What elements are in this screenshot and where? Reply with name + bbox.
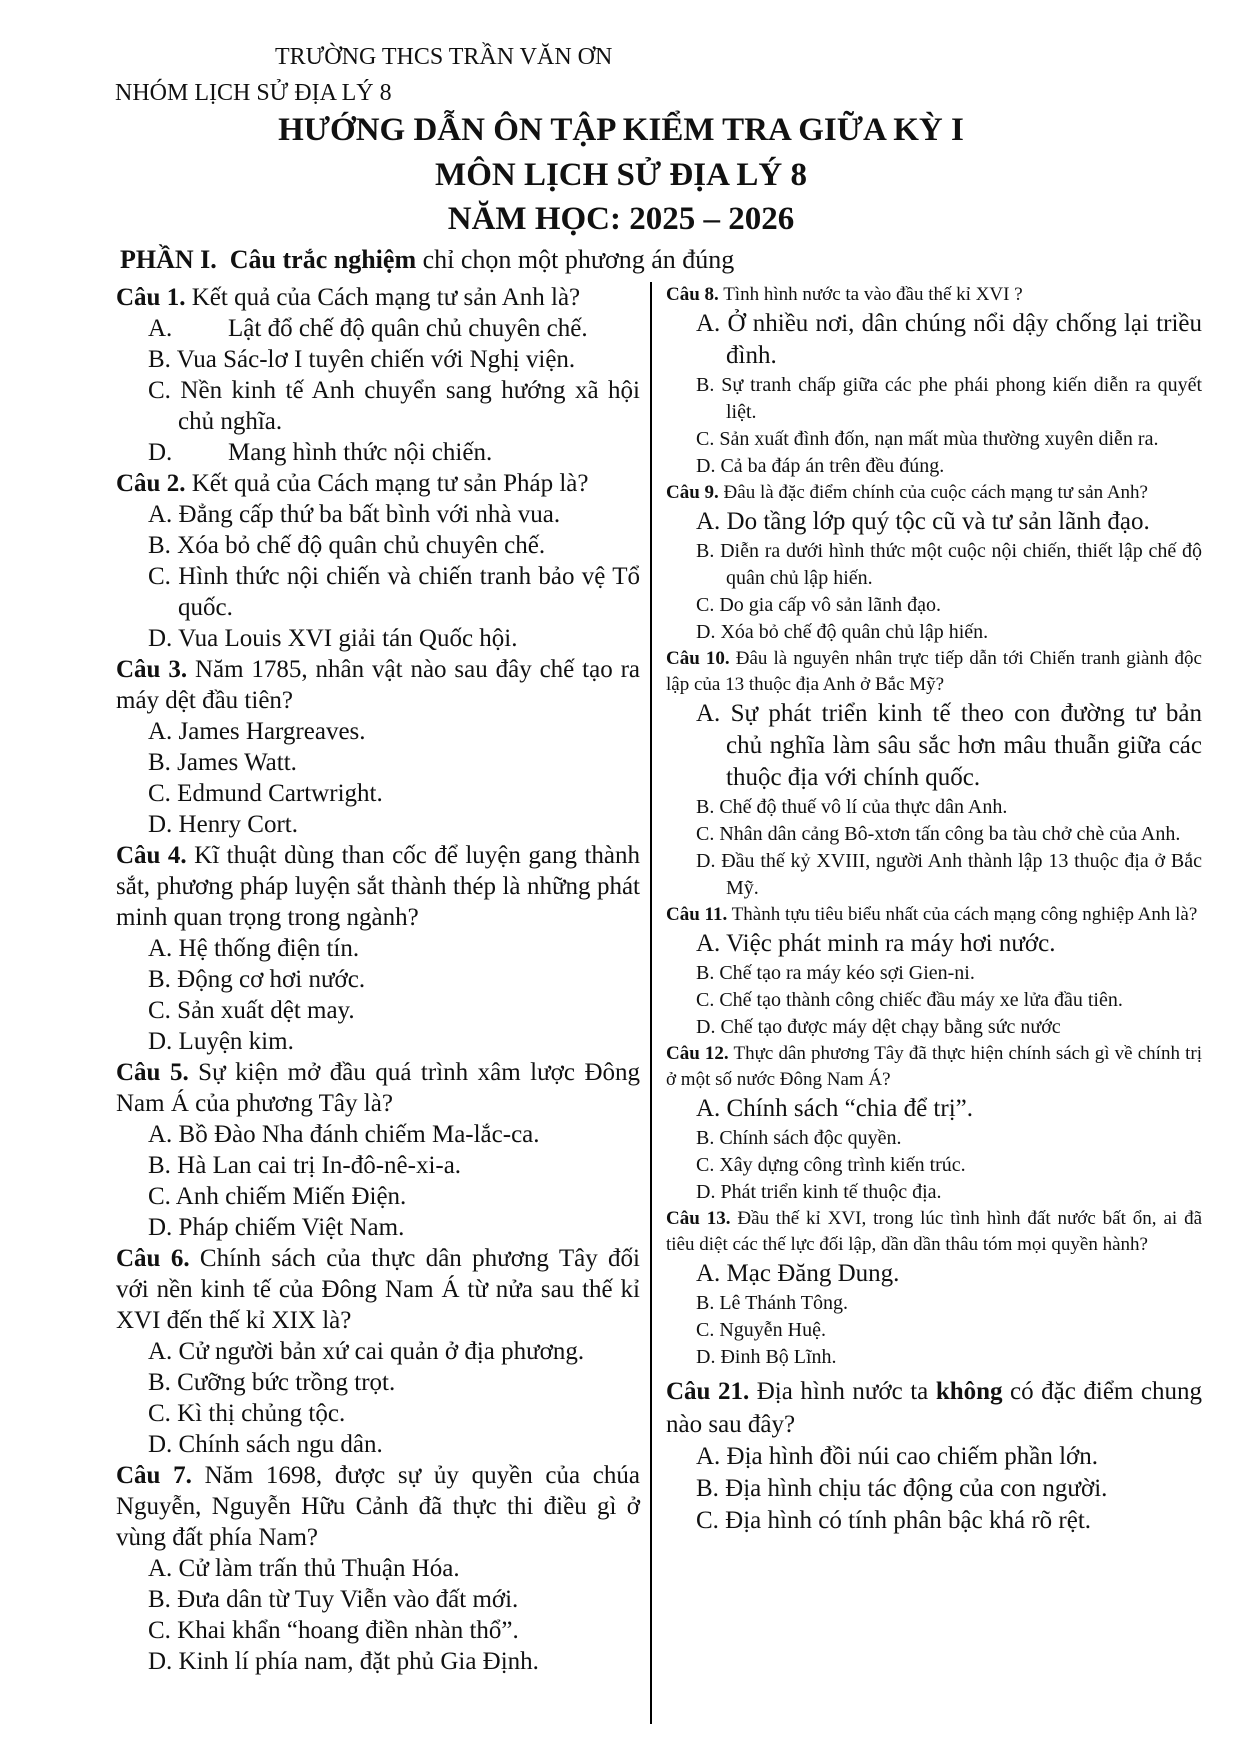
option-b: B. Hà Lan cai trị In-đô-nê-xi-a. [148, 1152, 462, 1179]
question-12 [666, 1041, 1202, 1206]
question-2 [116, 468, 640, 654]
subject-title: MÔN LỊCH SỬ ĐỊA LÝ 8 [435, 157, 807, 193]
question-21 [666, 1375, 1202, 1537]
option-b: B. Cưỡng bức trồng trọt. [148, 1369, 396, 1396]
question-9 [666, 480, 1202, 646]
option-b: B. Đưa dân từ Tuy Viễn vào đất mới. [148, 1586, 519, 1613]
question-3 [116, 654, 640, 840]
question-emphasis: không [935, 1378, 1003, 1405]
option-a: A. Địa hình đồi núi cao chiếm phần lớn. [696, 1443, 1099, 1470]
question-text [116, 654, 640, 716]
question-11 [666, 902, 1202, 1041]
question-number: Câu 3. [116, 656, 188, 683]
question-stem: Kết quả của Cách mạng tư sản Anh là? [185, 284, 581, 311]
question-8 [666, 282, 1202, 480]
option-a: A. James Hargreaves. [148, 718, 366, 745]
option-c: C. Nền kinh tế Anh chuyển sang hướng xã hội chủ nghĩa. [148, 377, 640, 435]
part-instruction: chỉ chọn một phương án đúng [416, 245, 735, 274]
option-a: A. Cử làm trấn thủ Thuận Hóa. [148, 1555, 460, 1582]
option-b: B. Chế độ thuế vô lí của thực dân Anh. [696, 796, 1008, 818]
question-text [666, 1375, 1202, 1441]
part-kind: Câu trắc nghiệm [229, 245, 417, 274]
question-number: Câu 11. [666, 904, 728, 925]
option-d: D. Cả ba đáp án trên đều đúng. [696, 455, 945, 477]
option-b: B. Địa hình chịu tác động của con người. [696, 1475, 1108, 1502]
question-7 [116, 1460, 640, 1677]
question-number: Câu 12. [666, 1043, 729, 1064]
question-number: Câu 1. [116, 284, 186, 311]
question-stem: Năm 1698, được sự ủy quyền của chúa Nguyễn, Nguyễn Hữu Cảnh đã thực thi điều gì ở vùng đất phía Nam? [116, 1462, 640, 1551]
question-stem: Sự kiện mở đầu quá trình xâm lược Đông Nam Á của phương Tây là? [116, 1059, 640, 1117]
option-b: B. Động cơ hơi nước. [148, 966, 366, 993]
option-d: D. Đầu thế kỷ XVIII, người Anh thành lập 13 thuộc địa ở Bắc Mỹ. [696, 850, 1202, 899]
option-d: D. Chế tạo được máy dệt chạy bằng sức nước [696, 1016, 1061, 1038]
option-text: Lật đổ chế độ quân chủ chuyên chế. [228, 315, 588, 342]
question-5 [116, 1057, 640, 1243]
option-c: C. Sản xuất đình đốn, nạn mất mùa thường xuyên diễn ra. [696, 428, 1159, 450]
option-a: A. Sự phát triển kinh tế theo con đường tư bản chủ nghĩa làm sâu sắc hơn mâu thuẫn giữa các thuộc địa với chính quốc. [696, 700, 1202, 791]
left-column [116, 282, 640, 1677]
question-text [666, 282, 1202, 308]
option-b: B. Xóa bỏ chế độ quân chủ chuyên chế. [148, 532, 546, 559]
question-stem: Đâu là đặc điểm chính của cuộc cách mạng tư sản Anh? [718, 482, 1148, 503]
question-text [666, 1041, 1202, 1093]
question-stem: Chính sách của thực dân phương Tây đối với nền kinh tế của Đông Nam Á từ nửa sau thế kỉ XVI đến thế kỉ XIX là? [116, 1245, 640, 1334]
question-4 [116, 840, 640, 1057]
question-number: Câu 13. [666, 1208, 731, 1229]
question-number: Câu 4. [116, 842, 187, 869]
option-c: C. Xây dựng công trình kiến trúc. [696, 1154, 966, 1176]
option-b: B. Sự tranh chấp giữa các phe phái phong kiến diễn ra quyết liệt. [696, 374, 1202, 423]
subject-group: NHÓM LỊCH SỬ ĐỊA LÝ 8 [115, 80, 392, 106]
option-a: A. Việc phát minh ra máy hơi nước. [696, 930, 1056, 957]
option-a: A. Mạc Đăng Dung. [696, 1260, 900, 1287]
option-b: B. Chính sách độc quyền. [696, 1127, 902, 1149]
question-text [666, 902, 1202, 928]
question-6 [116, 1243, 640, 1460]
document-title: HƯỚNG DẪN ÔN TẬP KIỂM TRA GIỮA KỲ I [278, 112, 964, 148]
question-stem: Kĩ thuật dùng than cốc để luyện gang thành sắt, phương pháp luyện sắt thành thép là những phát minh quan trọng trong ngành? [116, 842, 640, 931]
option-a: A. Do tầng lớp quý tộc cũ và tư sản lãnh đạo. [696, 508, 1150, 535]
option-d: D. Chính sách ngu dân. [148, 1431, 383, 1458]
option-c: C. Chế tạo thành công chiếc đầu máy xe lửa đầu tiên. [696, 989, 1123, 1011]
option-d: D. Kinh lí phía nam, đặt phủ Gia Định. [148, 1648, 539, 1675]
question-text [116, 1460, 640, 1553]
question-stem: Thực dân phương Tây đã thực hiện chính sách gì về chính trị ở một số nước Đông Nam Á? [666, 1043, 1202, 1090]
option-d: D. Phát triển kinh tế thuộc địa. [696, 1181, 942, 1203]
question-number: Câu 10. [666, 648, 730, 669]
option-text: Mang hình thức nội chiến. [228, 439, 493, 466]
option-c: C. Kì thị chủng tộc. [148, 1400, 346, 1427]
question-10 [666, 646, 1202, 902]
question-stem: Địa hình nước ta [749, 1378, 936, 1405]
question-text [116, 840, 640, 933]
question-text [116, 1243, 640, 1336]
option-d: D. Vua Louis XVI giải tán Quốc hội. [148, 625, 518, 652]
option-b: B. Chế tạo ra máy kéo sợi Gien-ni. [696, 962, 975, 984]
question-number: Câu 6. [116, 1245, 190, 1272]
option-c: C. Do gia cấp vô sản lãnh đạo. [696, 594, 941, 616]
question-1 [116, 282, 640, 468]
column-divider [650, 282, 652, 1724]
option-c: C. Khai khẩn “hoang điền nhàn thổ”. [148, 1617, 519, 1644]
option-c: C. Sản xuất dệt may. [148, 997, 355, 1024]
option-c: C. Địa hình có tính phân bậc khá rõ rệt. [696, 1507, 1092, 1534]
part-heading [120, 245, 734, 275]
question-text [666, 1206, 1202, 1258]
question-number: Câu 21. [666, 1378, 750, 1405]
question-13 [666, 1206, 1202, 1371]
option-a: A. Cử người bản xứ cai quản ở địa phương. [148, 1338, 585, 1365]
question-number: Câu 7. [116, 1462, 192, 1489]
option-c: C. Hình thức nội chiến và chiến tranh bảo vệ Tổ quốc. [148, 563, 640, 621]
question-text [666, 646, 1202, 698]
question-number: Câu 2. [116, 470, 186, 497]
school-name: TRƯỜNG THCS TRẦN VĂN ƠN [275, 44, 613, 70]
question-stem: Đầu thế kỉ XVI, trong lúc tình hình đất nước bất ổn, ai đã tiêu diệt các thế lực đối lập, dần dần thâu tóm mọi quyền hành? [666, 1208, 1202, 1255]
question-stem: Năm 1785, nhân vật nào sau đây chế tạo ra máy dệt đầu tiên? [116, 656, 640, 714]
option-b: B. Vua Sác-lơ I tuyên chiến với Nghị viện. [148, 346, 576, 373]
question-stem: Tình hình nước ta vào đầu thế kỉ XVI ? [718, 284, 1023, 305]
question-text [666, 480, 1202, 506]
question-number: Câu 5. [116, 1059, 189, 1086]
option-a: A. Lật đổ chế độ quân chủ chuyên chế. [148, 315, 588, 342]
school-year: NĂM HỌC: 2025 – 2026 [447, 201, 795, 237]
option-d: D. Pháp chiếm Việt Nam. [148, 1214, 405, 1241]
option-b: B. James Watt. [148, 749, 297, 776]
option-a: A. Chính sách “chia để trị”. [696, 1095, 973, 1122]
option-c: C. Edmund Cartwright. [148, 780, 383, 807]
option-c: C. Nhân dân cảng Bô-xtơn tấn công ba tàu chở chè của Anh. [696, 823, 1181, 845]
option-a: A. Đẳng cấp thứ ba bất bình với nhà vua. [148, 501, 561, 528]
option-d: D. Luyện kim. [148, 1028, 294, 1055]
option-b: B. Lê Thánh Tông. [696, 1292, 849, 1314]
option-a: A. Bồ Đào Nha đánh chiếm Ma-lắc-ca. [148, 1121, 540, 1148]
option-a: A. Ở nhiều nơi, dân chúng nổi dậy chống lại triều đình. [696, 310, 1202, 369]
option-b: B. Diễn ra dưới hình thức một cuộc nội chiến, thiết lập chế độ quân chủ lập hiến. [696, 540, 1202, 589]
option-c: C. Nguyễn Huệ. [696, 1319, 826, 1341]
question-number: Câu 8. [666, 284, 719, 305]
question-stem: Thành tựu tiêu biểu nhất của cách mạng công nghiệp Anh là? [727, 904, 1198, 925]
part-label: PHẦN I. [120, 245, 217, 274]
question-stem-end: có đặc điểm chung nào sau đây? [666, 1378, 1202, 1438]
option-d: D. Henry Cort. [148, 811, 298, 838]
question-text [116, 468, 640, 499]
question-stem: Kết quả của Cách mạng tư sản Pháp là? [185, 470, 589, 497]
question-text [116, 282, 640, 313]
option-c: C. Anh chiếm Miến Điện. [148, 1183, 407, 1210]
option-d: D. Xóa bỏ chế độ quân chủ lập hiến. [696, 621, 989, 643]
option-d: D. Mang hình thức nội chiến. [148, 439, 493, 466]
question-text [116, 1057, 640, 1119]
right-column [666, 282, 1202, 1537]
question-number: Câu 9. [666, 482, 719, 503]
question-stem: Đâu là nguyên nhân trực tiếp dẫn tới Chiến tranh giành độc lập của 13 thuộc địa Anh ở Bắc Mỹ? [666, 648, 1202, 695]
option-d: D. Đinh Bộ Lĩnh. [696, 1346, 837, 1368]
option-a: A. Hệ thống điện tín. [148, 935, 360, 962]
